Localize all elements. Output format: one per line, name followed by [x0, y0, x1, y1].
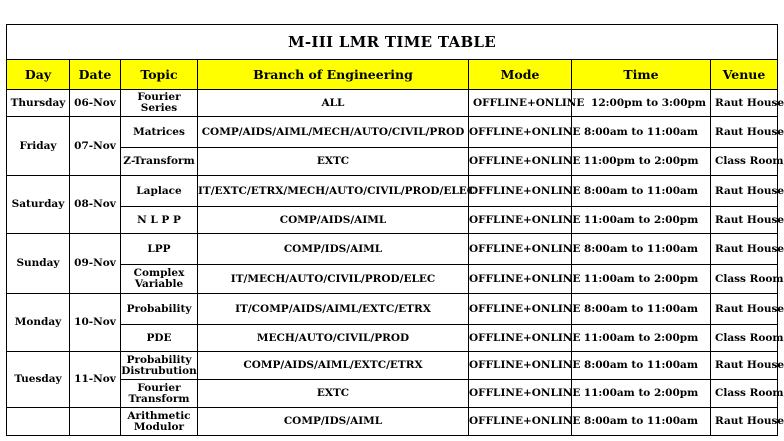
topic-cell: Laplace [121, 176, 198, 207]
time-cell: 8:00am to 11:00am [572, 408, 711, 436]
topic-cell: Z-Transform [121, 148, 198, 176]
table-row [7, 234, 778, 265]
table-row [7, 294, 778, 325]
header-topic: Topic [121, 60, 198, 90]
date-cell: 06-Nov [70, 90, 121, 117]
venue-cell: Raut House [711, 117, 778, 148]
mode-cell: OFFLINE+ONLINE [469, 294, 572, 325]
branch-cell: EXTC [198, 148, 469, 176]
topic-cell: Arithmetic Modulor [121, 408, 198, 436]
topic-cell: Probability Distrubution [121, 352, 198, 380]
branch-cell: COMP/IDS/AIML [198, 408, 469, 436]
table-row [7, 117, 778, 148]
branch-cell: ALL [198, 90, 469, 117]
branch-cell: COMP/AIDS/AIML [198, 207, 469, 234]
venue-cell: Class Room [711, 148, 778, 176]
table-row [7, 380, 778, 408]
mode-cell: OFFLINE+ONLINE [469, 325, 572, 352]
table-row [7, 408, 778, 436]
venue-cell: Class Room [711, 380, 778, 408]
timetable [6, 24, 784, 436]
table-row [7, 90, 778, 117]
mode-cell: OFFLINE+ONLINE [469, 148, 572, 176]
branch-cell: EXTC [198, 380, 469, 408]
time-cell: 8:00am to 11:00am [572, 294, 711, 325]
header-date: Date [70, 60, 121, 90]
topic-cell: Fourier Series [121, 90, 198, 117]
table-row [7, 207, 778, 234]
topic-cell: PDE [121, 325, 198, 352]
date-cell: 09-Nov [70, 234, 121, 294]
day-cell [7, 408, 70, 436]
venue-cell: Raut House [711, 408, 778, 436]
venue-cell: Raut House [711, 234, 778, 265]
mode-cell: OFFLINE+ONLINE [469, 90, 572, 117]
branch-cell: IT/MECH/AUTO/CIVIL/PROD/ELEC [198, 265, 469, 294]
time-cell: 11:00am to 2:00pm [572, 207, 711, 234]
topic-cell: Matrices [121, 117, 198, 148]
header-row [7, 60, 778, 90]
topic-cell: Probability [121, 294, 198, 325]
time-cell: 8:00am to 11:00am [572, 234, 711, 265]
mode-cell: OFFLINE+ONLINE [469, 207, 572, 234]
date-cell: 08-Nov [70, 176, 121, 234]
header-day: Day [7, 60, 70, 90]
branch-cell: COMP/AIDS/AIML/MECH/AUTO/CIVIL/PROD [198, 117, 469, 148]
table-row [7, 176, 778, 207]
mode-cell: OFFLINE+ONLINE [469, 352, 572, 380]
date-cell: 10-Nov [70, 294, 121, 352]
time-cell: 11:00pm to 2:00pm [572, 148, 711, 176]
venue-cell: Class Room [711, 325, 778, 352]
time-cell: 8:00am to 11:00am [572, 176, 711, 207]
timetable-sheet [6, 24, 784, 441]
mode-cell: OFFLINE+ONLINE [469, 380, 572, 408]
day-cell: Tuesday [7, 352, 70, 408]
day-cell: Sunday [7, 234, 70, 294]
header-venue: Venue [711, 60, 778, 90]
day-cell: Monday [7, 294, 70, 352]
mode-cell: OFFLINE+ONLINE [469, 117, 572, 148]
mode-cell: OFFLINE+ONLINE [469, 234, 572, 265]
table-row [7, 265, 778, 294]
table-row [7, 352, 778, 380]
topic-cell: N L P P [121, 207, 198, 234]
date-cell: 07-Nov [70, 117, 121, 176]
mode-cell: OFFLINE+ONLINE [469, 265, 572, 294]
time-cell: 11:00am to 2:00pm [572, 325, 711, 352]
timetable-body [7, 90, 784, 436]
time-cell: 11:00am to 2:00pm [572, 380, 711, 408]
mode-cell: OFFLINE+ONLINE [469, 408, 572, 436]
mode-cell: OFFLINE+ONLINE [469, 176, 572, 207]
day-cell: Thursday [7, 90, 70, 117]
day-cell: Friday [7, 117, 70, 176]
branch-cell: COMP/AIDS/AIML/EXTC/ETRX [198, 352, 469, 380]
topic-cell: Fourier Transform [121, 380, 198, 408]
header-mode: Mode [469, 60, 572, 90]
table-title: M-III LMR TIME TABLE [7, 25, 778, 60]
branch-cell: IT/EXTC/ETRX/MECH/AUTO/CIVIL/PROD/ELEC [198, 176, 469, 207]
date-cell [70, 408, 121, 436]
venue-cell: Raut House [711, 294, 778, 325]
date-cell: 11-Nov [70, 352, 121, 408]
time-cell: 8:00am to 11:00am [572, 117, 711, 148]
table-row [7, 325, 778, 352]
header-branch: Branch of Engineering [198, 60, 469, 90]
venue-cell: Class Room [711, 265, 778, 294]
time-cell: 11:00am to 2:00pm [572, 265, 711, 294]
time-cell: 12:00pm to 3:00pm [572, 90, 711, 117]
topic-cell: LPP [121, 234, 198, 265]
day-cell: Saturday [7, 176, 70, 234]
header-time: Time [572, 60, 711, 90]
time-cell: 8:00am to 11:00am [572, 352, 711, 380]
branch-cell: COMP/IDS/AIML [198, 234, 469, 265]
table-row [7, 148, 778, 176]
venue-cell: Raut House [711, 352, 778, 380]
branch-cell: MECH/AUTO/CIVIL/PROD [198, 325, 469, 352]
venue-cell: Raut House [711, 90, 778, 117]
venue-cell: Raut House [711, 176, 778, 207]
topic-cell: Complex Variable [121, 265, 198, 294]
venue-cell: Raut House [711, 207, 778, 234]
branch-cell: IT/COMP/AIDS/AIML/EXTC/ETRX [198, 294, 469, 325]
